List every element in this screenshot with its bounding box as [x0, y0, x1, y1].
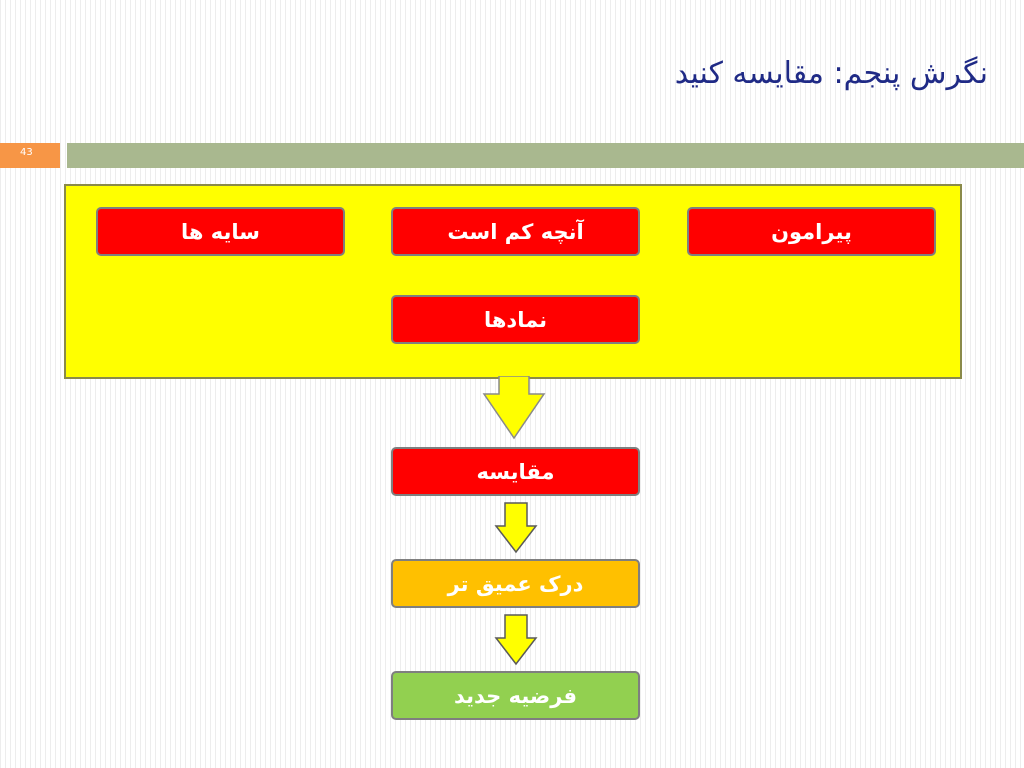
slide-title: نگرش پنجم: مقایسه کنید — [674, 56, 988, 91]
down-arrow-icon — [494, 614, 538, 666]
down-arrow-icon — [494, 502, 538, 554]
node-compare: مقایسه — [391, 447, 640, 496]
node-symbols: نمادها — [391, 295, 640, 344]
slide-number-box — [0, 143, 60, 168]
node-what-is-missing: آنچه کم است — [391, 207, 640, 256]
node-perimeter: پیرامون — [687, 207, 936, 256]
node-shadows: سایه ها — [96, 207, 345, 256]
down-arrow-large-icon — [482, 376, 546, 440]
header-bar — [67, 143, 1024, 168]
node-new-hypothesis: فرضیه جدید — [391, 671, 640, 720]
slide-number: 43 — [20, 147, 33, 158]
node-deeper-understanding: درک عمیق تر — [391, 559, 640, 608]
